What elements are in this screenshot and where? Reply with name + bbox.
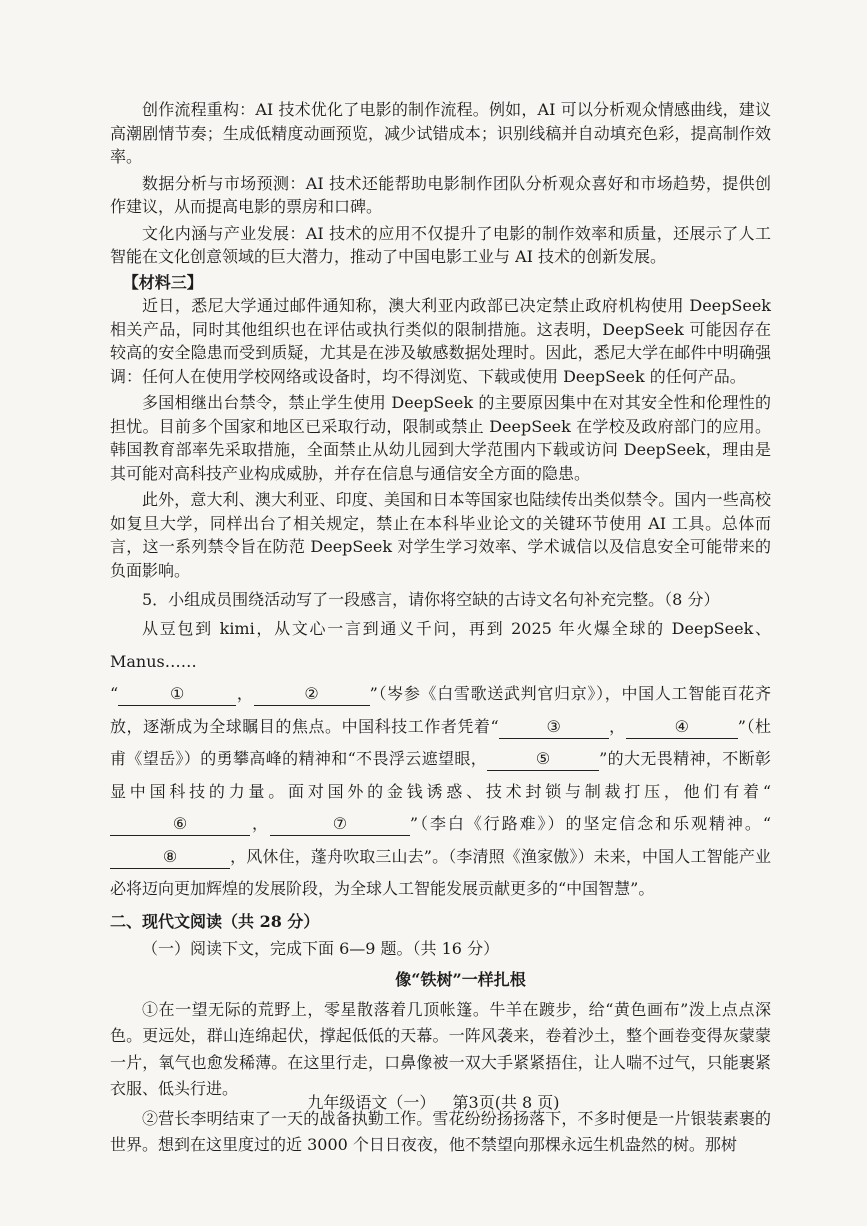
passage-text: ”（岑参《白雪歌送武判官归京》），中国人工智能百花齐放，逐渐成为全球瞩目的焦点。中国科技工作者凭着“ <box>110 684 771 736</box>
article-paragraph-2: ②营长李明结束了一天的战备执勤工作。雪花纷纷扬扬落下，不多时便是一片银装素裹的世界。想到在这里度过的近 3000 个日日夜夜，他不禁望向那棵永远生机盎然的树。那树 <box>110 1108 771 1154</box>
article-title: 像“铁树”一样扎根 <box>395 969 526 989</box>
question-5-stem: 5．小组成员围绕活动写了一段感言，请你将空缺的古诗文名句补充完整。（8 分） <box>142 590 720 609</box>
passage-text: ， <box>236 684 254 703</box>
page-footer <box>0 1090 867 1113</box>
blank-1[interactable]: ① <box>118 683 236 706</box>
material3-paragraph-3: 此外，意大利、澳大利亚、印度、美国和日本等国家也陆续传出类似禁令。国内一些高校如复旦大学，同样出台了相关规定，禁止在本科毕业论文的关键环节使用 AI 工具。总体而言，这一系列禁令旨在防范 DeepSeek 对学生学习效率、学术诚信以及信息安全可能带来的负面影响。 <box>110 490 771 580</box>
blank-6[interactable]: ⑥ <box>110 813 250 836</box>
passage-text: ， <box>250 814 270 833</box>
blank-5[interactable]: ⑤ <box>487 748 599 771</box>
blank-2[interactable]: ② <box>254 683 370 706</box>
material2-paragraph-1: 创作流程重构：AI 技术优化了电影的制作流程。例如，AI 可以分析观众情感曲线，建议高潮剧情节奏；生成低精度动画预览，减少试错成本；识别线稿并自动填充色彩，提高制作效率。 <box>110 100 771 166</box>
material3-paragraph-2: 多国相继出台禁令，禁止学生使用 DeepSeek 的主要原因集中在对其安全性和伦理性的担忧。目前多个国家和地区已采取行动，限制或禁止 DeepSeek 在学校及政府部门的应用。韩国教育部率先采取措施，全面禁止从幼儿园到大学范围内下载或访问 DeepSeek，理由是其可能对高科技产业构成威胁，并存在信息与通信安全方面的隐患。 <box>110 393 771 483</box>
blank-8[interactable]: ⑧ <box>110 846 230 869</box>
passage-text: ”（杜甫《望岳》）的勇攀高峰的精神和“不畏浮云遮望眼， <box>110 716 771 768</box>
footer-page-number: 第3页(共 8 页) <box>452 1093 560 1112</box>
question-5-passage: “ ① ， ② ”（岑参《白雪歌送武判官归京》），中国人工智能百花齐放，逐渐成为全球瞩目的焦点。中国科技工作者凭着“ ③ ， ④ ”（杜甫《望岳》）的勇攀高峰的精神和“不畏浮云遮望眼， ⑤ ”的大无畏精神，不断彰显中国科技的力量。面对国外的金钱诱惑、技术封锁与制裁打压，他们有着“⑥ ， ⑦ ”（李白《行路难》）的坚定信念和乐观精神。“⑧ ，风休住，蓬舟吹取三山去”。（李清照《渔家傲》）未来，中国人工智能产业必将迈向更加辉煌的发展阶段，为全球人工智能发展贡献更多的“中国智慧”。 <box>110 684 771 898</box>
passage-text: ”（李白《行路难》）的坚定信念和乐观精神。 <box>409 814 763 833</box>
section-2-subtitle: （一）阅读下文，完成下面 6—9 题。（共 16 分） <box>142 938 500 958</box>
material2-paragraph-3: 文化内涵与产业发展：AI 技术的应用不仅提升了电影的制作效率和质量，还展示了人工智能在文化创意领域的巨大潜力，推动了中国电影工业与 AI 技术的创新发展。 <box>110 223 771 266</box>
blank-3[interactable]: ③ <box>499 716 609 739</box>
footer-subject: 九年级语文（一） <box>307 1093 436 1112</box>
blank-4[interactable]: ④ <box>626 716 738 739</box>
article-paragraph-1: ①在一望无际的荒野上，零星散落着几顶帐篷。牛羊在踱步，给“黄色画布”泼上点点深色。更远处，群山连绵起伏，撑起低低的天幕。一阵风袭来，卷着沙土，整个画卷变得灰蒙蒙一片，氧气也愈发稀薄。在这里行走，口鼻像被一双大手紧紧捂住，让人喘不过气，只能裹紧衣服、低头行进。 <box>110 999 771 1098</box>
passage-text: ”的大无畏精神，不断彰显中国科技的力量。面对国外的金钱诱惑、技术封锁与制裁打压，他们有着“ <box>110 749 771 801</box>
passage-text: ， <box>608 716 626 736</box>
blank-7[interactable]: ⑦ <box>270 813 410 836</box>
material3-paragraph-1: 近日，悉尼大学通过邮件通知称，澳大利亚内政部已决定禁止政府机构使用 DeepSeek 相关产品，同时其他组织也在评估或执行类似的限制措施。这表明，DeepSeek 可能因存在较高的安全隐患而受到质疑，尤其是在涉及敏感数据处理时。因此，悉尼大学在邮件中明确强调：任何人在使用学校网络或设备时，均不得浏览、下载或使用 DeepSeek 的任何产品。 <box>110 296 771 386</box>
question-5-passage-intro: 从豆包到 kimi，从文心一言到通义千问，再到 2025 年火爆全球的 DeepSeek、Manus…… <box>110 619 771 671</box>
material3-title: 【材料三】 <box>122 272 203 292</box>
material2-paragraph-2: 数据分析与市场预测：AI 技术还能帮助电影制作团队分析观众喜好和市场趋势，提供创作建议，从而提高电影的票房和口碑。 <box>110 173 771 216</box>
section-2-title: 二、现代文阅读（共 28 分） <box>110 911 320 931</box>
passage-text: ，风休住，蓬舟吹取三山去”。（李清照《渔家傲》）未来，中国人工智能产业必将迈向更加辉煌的发展阶段，为全球人工智能发展贡献更多的“中国智慧”。 <box>110 846 771 898</box>
